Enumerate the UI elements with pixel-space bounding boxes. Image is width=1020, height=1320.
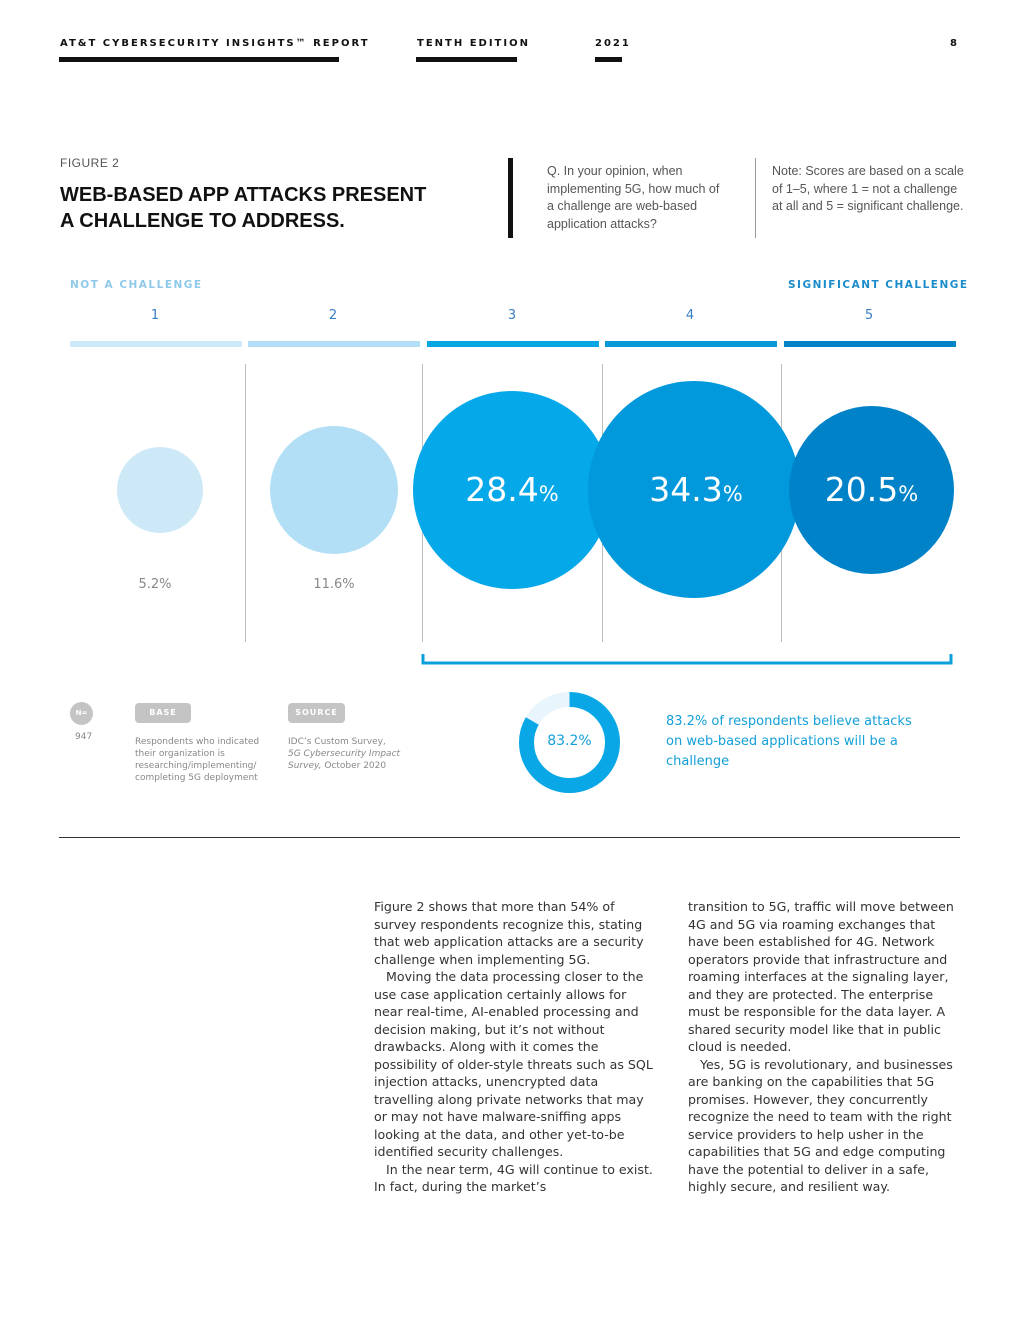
challenge-bracket xyxy=(420,652,954,666)
column-divider xyxy=(245,364,246,642)
scale-bar-2 xyxy=(248,341,420,347)
edition-underline xyxy=(416,57,517,62)
body-paragraph: Figure 2 shows that more than 54% of survey respondents recognize this, stating that web application attacks are a security challenge when implementing 5G. xyxy=(374,899,644,967)
report-title-underline xyxy=(59,57,339,62)
bubble-value-4: 34.3% xyxy=(649,470,743,509)
question-text: Q. In your opinion, when implementing 5G, how much of a challenge are web-based application attacks? xyxy=(547,164,720,231)
bubble-rating-1 xyxy=(117,447,203,533)
body-paragraph: transition to 5G, traffic will move between 4G and 5G via roaming exchanges that have been established for 4G. Network operators provide that infrastructure and roaming interfaces at the signaling layer, and they are protected. The enterprise must be responsible for the data layer. A shared security model like that in public cloud is needed. xyxy=(688,899,954,1054)
note-text: Note: Scores are based on a scale of 1–5, where 1 = not a challenge at all and 5 = significant challenge. xyxy=(772,164,964,213)
scale-number-1: 1 xyxy=(150,308,160,323)
year-label: 2021 xyxy=(595,38,631,49)
figure-title: WEB-BASED APP ATTACKS PRESENT A CHALLENGE TO ADDRESS. xyxy=(60,184,427,232)
source-badge: SOURCE xyxy=(288,703,345,723)
year-underline xyxy=(595,57,622,62)
question-rule xyxy=(508,158,513,238)
base-text: Respondents who indicated their organization is researching/implementing/ completing 5G deployment xyxy=(135,737,260,783)
report-title: AT&T CYBERSECURITY INSIGHTS™ REPORT xyxy=(60,38,370,49)
scale-low-label: NOT A CHALLENGE xyxy=(70,279,203,291)
figure-label: FIGURE 2 xyxy=(60,156,120,170)
bubble-value-5: 20.5% xyxy=(824,470,919,509)
bubble-rating-2 xyxy=(270,426,398,554)
bubble-value-1: 5.2% xyxy=(138,577,172,592)
scale-number-5: 5 xyxy=(864,308,874,323)
donut-value: 83.2% xyxy=(547,733,592,749)
body-column-2 xyxy=(688,898,962,1196)
body-column-1 xyxy=(374,898,654,1196)
base-badge: BASE xyxy=(135,703,191,723)
body-paragraph: In the near term, 4G will continue to exist. In fact, during the market’s xyxy=(374,1161,653,1194)
scale-bar-1 xyxy=(70,341,242,347)
note-rule xyxy=(755,158,756,238)
bubble-value-2: 11.6% xyxy=(313,577,355,592)
scale-number-2: 2 xyxy=(328,308,338,323)
n-badge: N= xyxy=(70,702,93,725)
scale-number-4: 4 xyxy=(685,308,695,323)
bubble-value-3: 28.4% xyxy=(465,470,559,509)
scale-bar-4 xyxy=(605,341,777,347)
scale-bar-3 xyxy=(427,341,599,347)
section-divider xyxy=(59,837,960,838)
scale-number-3: 3 xyxy=(507,308,517,323)
edition-label: TENTH EDITION xyxy=(417,38,530,49)
scale-bar-5 xyxy=(784,341,956,347)
source-text: IDC’s Custom Survey, 5G Cybersecurity Impact Survey, October 2020 xyxy=(288,737,401,771)
scale-high-label: SIGNIFICANT CHALLENGE xyxy=(788,279,969,291)
body-paragraph: Moving the data processing closer to the use case application certainly allows for near real-time, AI-enabled processing and decision making, but it’s not without drawbacks. Along with it comes the possibility of older-style threats such as SQL injection attacks, unencrypted data travelling along private networks that may or may not have malware-sniffing apps looking at the data, and other yet-to-be identified security challenges. xyxy=(374,969,653,1159)
n-value: 947 xyxy=(75,732,93,742)
summary-callout: 83.2% of respondents believe attacks on web-based applications will be a challenge xyxy=(666,714,912,769)
page-number: 8 xyxy=(950,38,959,49)
body-paragraph: Yes, 5G is revolutionary, and businesses are banking on the capabilities that 5G promises. However, they concurrently recognize the need to team with the right service providers to help usher in the capabilities that 5G and edge computing have the potential to deliver in a safe, highly secure, and resilient way. xyxy=(688,1056,953,1194)
